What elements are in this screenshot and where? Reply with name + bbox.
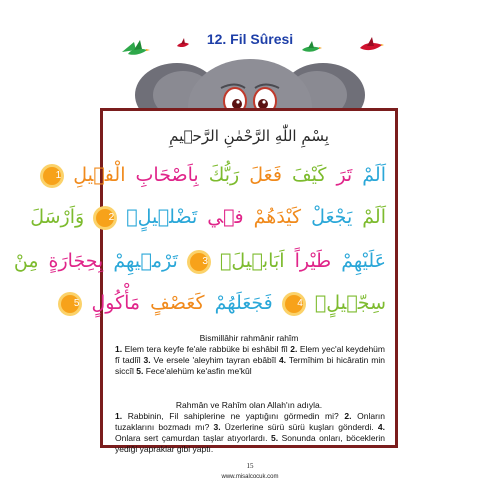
page-title: 12. Fil Sûresi (206, 31, 294, 47)
verse-text: Onların tuzaklarını bozmadı mı? (115, 411, 385, 432)
ayah-line (73, 291, 388, 315)
ayah-word: بِاَصْحَابِ (135, 164, 199, 186)
ayah-line (13, 249, 388, 273)
transliteration-heading: Bismillâhir rahmânir rahîm (199, 333, 299, 343)
sura-frame (13, 108, 398, 454)
basmala: بِسْمِ اللّٰهِ الرَّحْمٰنِ الرَّح۪يمِ (169, 127, 329, 145)
verse-text: Üzerlerine sürü sürü kuşları gönderdi. (220, 422, 378, 432)
ayah-number-badge: 5 (61, 295, 79, 313)
meaning-text (115, 411, 385, 455)
verse-number: 2. (290, 344, 298, 354)
page-number: 15 (246, 462, 254, 470)
verse-text: Ve ersele 'aleyhim tayran ebâbîl (150, 355, 279, 365)
ayah-word: تَرَ (336, 164, 353, 186)
verse-text: Elem yec'al keydehüm fî tadlîl (115, 344, 385, 365)
ayah-number-badge: 4 (285, 295, 303, 313)
verse-text: Fece'alehüm ke'asfin me'kûl (143, 366, 252, 376)
verse-text: Onlara sert çamurdan taşlar atıyorlardı. (115, 433, 271, 443)
verse-number: 4. (278, 355, 287, 365)
red-bird-large-icon (358, 36, 384, 56)
verse-number: 1. (115, 411, 123, 421)
verse-text: Elem tera keyfe fe'ale rabbüke bi eshâbil fîl (122, 344, 291, 354)
ayah-word: وَاَرْسَلَ (30, 206, 85, 228)
ayah-word: طَيْراً (294, 250, 332, 272)
verse-number: 5. (270, 433, 279, 443)
transliteration-text (115, 344, 385, 377)
ayah-word: تَرْم۪يهِمْ (113, 250, 178, 272)
ayah-word: رَبُّكَ (208, 164, 240, 186)
ayah-word: مَأْكُولٍ (91, 292, 141, 314)
verse-number: 3. (213, 422, 221, 432)
verse-text: Rabbinin, Fil sahiplerine ne yaptığını görmedin mi? (122, 411, 345, 421)
verse-number: 2. (344, 411, 352, 421)
verse-number: 1. (115, 344, 123, 354)
ayah-word: ف۪ي (207, 206, 244, 228)
ayah-word: اَبَاب۪يلَۙ (219, 250, 285, 272)
verse-number: 4. (377, 422, 385, 432)
verse-text: Sonunda onları, böceklerin yediği yapraklar gibi yaptı. (115, 433, 385, 454)
verse-text: Termîhim bi hicâratin min siccîl (115, 355, 385, 376)
ayah-word: تَضْل۪يلٍۙ (126, 206, 198, 228)
ayah-word: سِجّ۪يلٍۙ (314, 292, 386, 314)
ayah-word: مِنْ (13, 250, 39, 272)
verse-number: 5. (136, 366, 144, 376)
ayah-word: اَلَمْ (362, 206, 386, 228)
meaning-heading: Rahmân ve Rahîm olan Allah'ın adıyla. (175, 400, 323, 410)
ayah-word: بِحِجَارَةٍ (48, 250, 104, 272)
verse-number: 3. (143, 355, 151, 365)
ayah-line (30, 205, 388, 229)
ayah-number-badge: 2 (96, 209, 114, 227)
ayah-number-badge: 3 (190, 253, 208, 271)
ayah-word: عَلَيْهِمْ (341, 250, 386, 272)
red-bird-icon (176, 38, 190, 50)
ayah-word: كَيْدَهُمْ (253, 206, 302, 228)
ayah-word: فَجَعَلَهُمْ (214, 292, 273, 314)
ayah-word: كَيْفَ (291, 164, 327, 186)
green-bird-small-icon (300, 40, 322, 56)
ayah-word: كَعَصْفٍ (150, 292, 205, 314)
ayah-word: الْف۪يلِ (73, 164, 126, 186)
ayah-word: يَجْعَلْ (311, 206, 353, 228)
ayah-number-badge: 1 (43, 167, 61, 185)
ayah-word: اَلَمْ (362, 164, 386, 186)
ayah-word: فَعَلَ (249, 164, 282, 186)
ayah-line (55, 163, 388, 187)
website-link[interactable]: www.misalcocuk.com (221, 474, 279, 480)
